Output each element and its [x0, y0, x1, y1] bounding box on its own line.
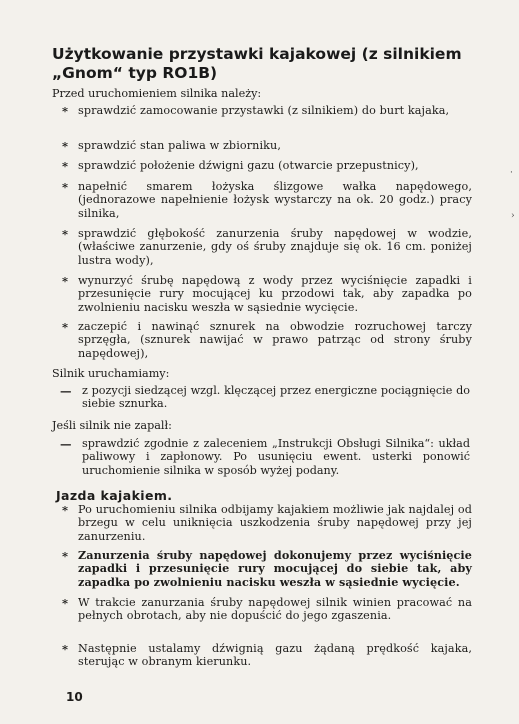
- bullet-mark: *: [62, 180, 69, 194]
- bullet-mark: *: [62, 503, 69, 517]
- list-item-text: sprawdzić położenie dźwigni gazu (otwarcie przepustnicy),: [78, 159, 419, 172]
- list-item-text: napełnić smarem łożyska ślizgowe wałka napędowego, (jednorazowe napełnienie łożysk wystarczy na ok. 20 godz.) pracy silnika,: [78, 180, 472, 220]
- bullet-mark: *: [62, 596, 69, 610]
- section-title: Jazda kajakiem.: [56, 488, 173, 503]
- fail-label: Jeśli silnik nie zapalł:: [52, 419, 172, 432]
- intro-text: Przed uruchomieniem silnika należy:: [52, 87, 262, 100]
- bullet-mark: *: [62, 549, 69, 563]
- bullet-mark: *: [62, 642, 69, 656]
- start-label: Silnik uruchamiamy:: [52, 367, 170, 380]
- list-item: [62, 596, 472, 623]
- list-item: [62, 320, 472, 360]
- list-item: [62, 104, 472, 117]
- list-item-text: wynurzyć śrubę napędową z wody przez wyciśnięcie zapadki i przesunięcie rury mocującej ku przodowi tak, aby zapadka po zwolnieniu nacisku weszła w sąsiednie wycięcie.: [78, 274, 472, 314]
- list-item: [62, 642, 472, 669]
- list-item: [60, 384, 470, 411]
- list-item: [62, 159, 472, 172]
- list-item-text: Zanurzenia śruby napędowej dokonujemy przez wyciśnięcie zapadki i przesunięcie rury mocującej do siebie tak, aby zapadka po zwolnieniu nacisku weszła w sąsiednie wycięcie.: [78, 548, 472, 589]
- list-item: [62, 180, 472, 220]
- bullet-mark: *: [62, 227, 69, 241]
- bullet-mark: *: [62, 320, 69, 334]
- list-item: [62, 274, 472, 314]
- bullet-mark: *: [62, 159, 69, 173]
- list-item-text: zaczepić i nawinąć sznurek na obwodzie rozruchowej tarczy sprzęgła, (sznurek nawijać w prawo patrząc od strony śruby napędowej),: [78, 320, 472, 360]
- page-number: 10: [66, 690, 83, 704]
- bullet-mark: *: [62, 274, 69, 288]
- list-item-text: Następnie ustalamy dźwignią gazu żądaną prędkość kajaka, sterując w obranym kierunku.: [78, 642, 472, 669]
- margin-tick: ·: [510, 168, 513, 178]
- list-item: [62, 503, 472, 543]
- list-item-text: W trakcie zanurzania śruby napędowej silnik winien pracować na pełnych obrotach, aby nie dopuścić do jego zgaszenia.: [78, 596, 472, 623]
- bullet-mark: *: [62, 139, 69, 153]
- list-item-text: sprawdzić stan paliwa w zbiorniku,: [78, 139, 281, 152]
- list-item-text: Po uruchomieniu silnika odbijamy kajakiem możliwie jak najdalej od brzegu w celu uniknięcia uszkodzenia śruby napędowej przy jej zanurzeniu.: [78, 503, 472, 543]
- list-item-text: sprawdzić zgodnie z zaleceniem „Instrukcji Obsługi Silnika“: układ paliwowy i zapłonowy. Po usunięciu ewent. usterki ponowić uruchomienie silnika w sposób wyżej podany.: [82, 437, 470, 477]
- dash-mark: —: [60, 437, 72, 451]
- list-item: [62, 227, 472, 267]
- page-heading: Użytkowanie przystawki kajakowej (z silnikiem „Gnom“ typ RO1B): [52, 45, 462, 82]
- list-item-text: z pozycji siedzącej wzgl. klęczącej przez energiczne pociągnięcie do siebie sznurka.: [82, 384, 470, 411]
- margin-tick: ›: [511, 211, 515, 221]
- list-item: [62, 139, 472, 152]
- list-item-text: sprawdzić zamocowanie przystawki (z silnikiem) do burt kajaka,: [78, 104, 450, 117]
- list-item: [60, 437, 470, 477]
- list-item-text: sprawdzić głębokość zanurzenia śruby napędowej w wodzie, (właściwe zanurzenie, gdy oś śruby znajduje się ok. 16 cm. poniżej lustra wody),: [78, 227, 472, 267]
- dash-mark: —: [60, 384, 72, 398]
- bullet-mark: *: [62, 104, 69, 118]
- list-item: [62, 549, 472, 589]
